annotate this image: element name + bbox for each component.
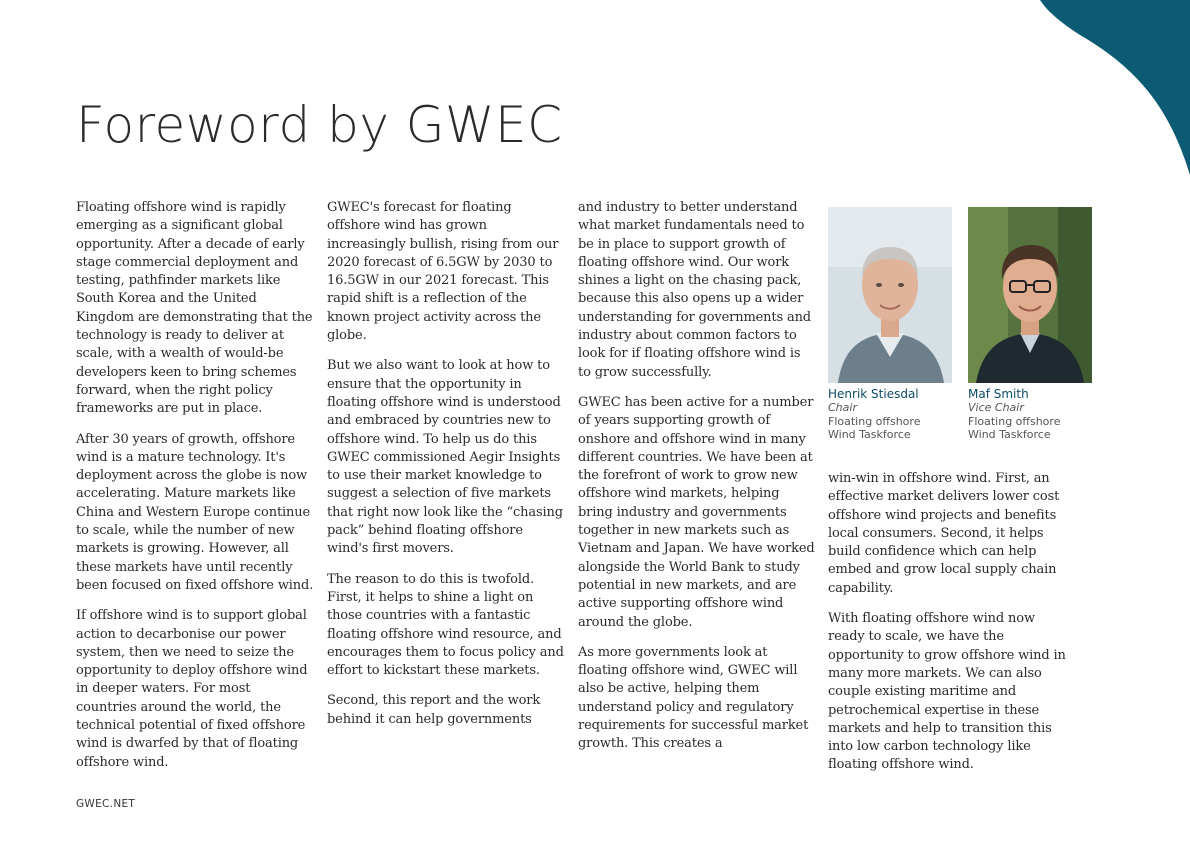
text-column-3 — [578, 199, 816, 766]
paragraph: After 30 years of growth, offshore wind is a mature technology. It's deployment across the globe is now accelerating. Mature markets like China and Western Europe continue to scale, while the number of new markets is growing. However, all these markets have until recently been focused on fixed offshore wind. — [76, 431, 314, 593]
paragraph: Floating offshore wind is rapidly emerging as a significant global opportunity. After a decade of early stage commercial deployment and testing, pathfinder markets like South Korea and the United Kingdom are demonstrating that the technology is ready to deliver at scale, with a wealth of would-be developers keen to bring schemes forward, when the right policy frameworks are put in place. — [76, 200, 313, 417]
person-org-line: Floating offshore — [828, 414, 921, 428]
paragraph: With floating offshore wind now ready to scale, we have the opportunity to grow offshore wind in many more markets. We can also couple existing maritime and petrochemical expertise in these markets and help to transition this into low carbon technology like floating offshore wind. — [828, 611, 1066, 773]
person-role: Chair — [828, 401, 857, 415]
person-name: Maf Smith — [968, 387, 1029, 401]
page-title: Foreword by GWEC — [76, 96, 563, 154]
person-role: Vice Chair — [968, 401, 1024, 415]
person-org-line: Wind Taskforce — [828, 427, 911, 441]
paragraph: Second, this report and the work behind it can help governments — [327, 693, 541, 727]
text-column-2 — [327, 199, 565, 741]
portrait-photo-maf-smith — [968, 207, 1092, 383]
footer-website-link[interactable]: GWEC.NET — [76, 798, 136, 810]
paragraph: and industry to better understand what market fundamentals need to be in place to support growth of floating offshore wind. Our work shines a light on the chasing pack, because this also opens up a wider understanding for governments and industry about common factors to look for if floating offshore wind is to grow successfully. — [578, 200, 811, 380]
paragraph: The reason to do this is twofold. First, it helps to shine a light on those countries with a fantastic floating offshore wind resource, and encourages them to focus policy and effort to kickstart these markets. — [327, 571, 564, 679]
person-name: Henrik Stiesdal — [828, 387, 919, 401]
paragraph: GWEC's forecast for floating offshore wind has grown increasingly bullish, rising from our 2020 forecast of 6.5GW by 2030 to 16.5GW in our 2021 forecast. This rapid shift is a reflection of the known project activity across the globe. — [327, 200, 559, 344]
paragraph: As more governments look at floating offshore wind, GWEC will also be active, helping them understand policy and regulatory requirements for successful market growth. This creates a — [578, 644, 809, 752]
caption-henrik-stiesdal — [828, 388, 958, 441]
portrait-photo-henrik-stiesdal — [828, 207, 952, 383]
text-column-1 — [76, 199, 314, 784]
text-column-4 — [828, 470, 1066, 787]
person-org-line: Floating offshore — [968, 414, 1061, 428]
paragraph: But we also want to look at how to ensure that the opportunity in floating offshore wind is understood and embraced by countries new to offshore wind. To help us do this GWEC commissioned Aegir Insights to use their market knowledge to suggest a selection of five markets that right now look like the “chasing pack” behind floating offshore wind's first movers. — [327, 358, 563, 557]
corner-accent-shape — [1020, 0, 1190, 180]
paragraph: win-win in offshore wind. First, an effective market delivers lower cost offshore wind projects and benefits local consumers. Second, it helps build confidence which can help embed and grow local supply chain capability. — [828, 471, 1060, 596]
person-org-line: Wind Taskforce — [968, 427, 1051, 441]
paragraph: If offshore wind is to support global action to decarbonise our power system, then we need to seize the opportunity to deploy offshore wind in deeper waters. For most countries around the world, the technical potential of fixed offshore wind is dwarfed by that of floating offshore wind. — [76, 608, 308, 770]
caption-maf-smith — [968, 388, 1098, 441]
paragraph: GWEC has been active for a number of years supporting growth of onshore and offshore wind in many different countries. We have been at the forefront of work to grow new offshore wind markets, helping bring industry and governments together in new markets such as Vietnam and Japan. We have worked alongside the World Bank to study potential in new markets, and are active supporting offshore wind around the globe. — [578, 394, 815, 630]
